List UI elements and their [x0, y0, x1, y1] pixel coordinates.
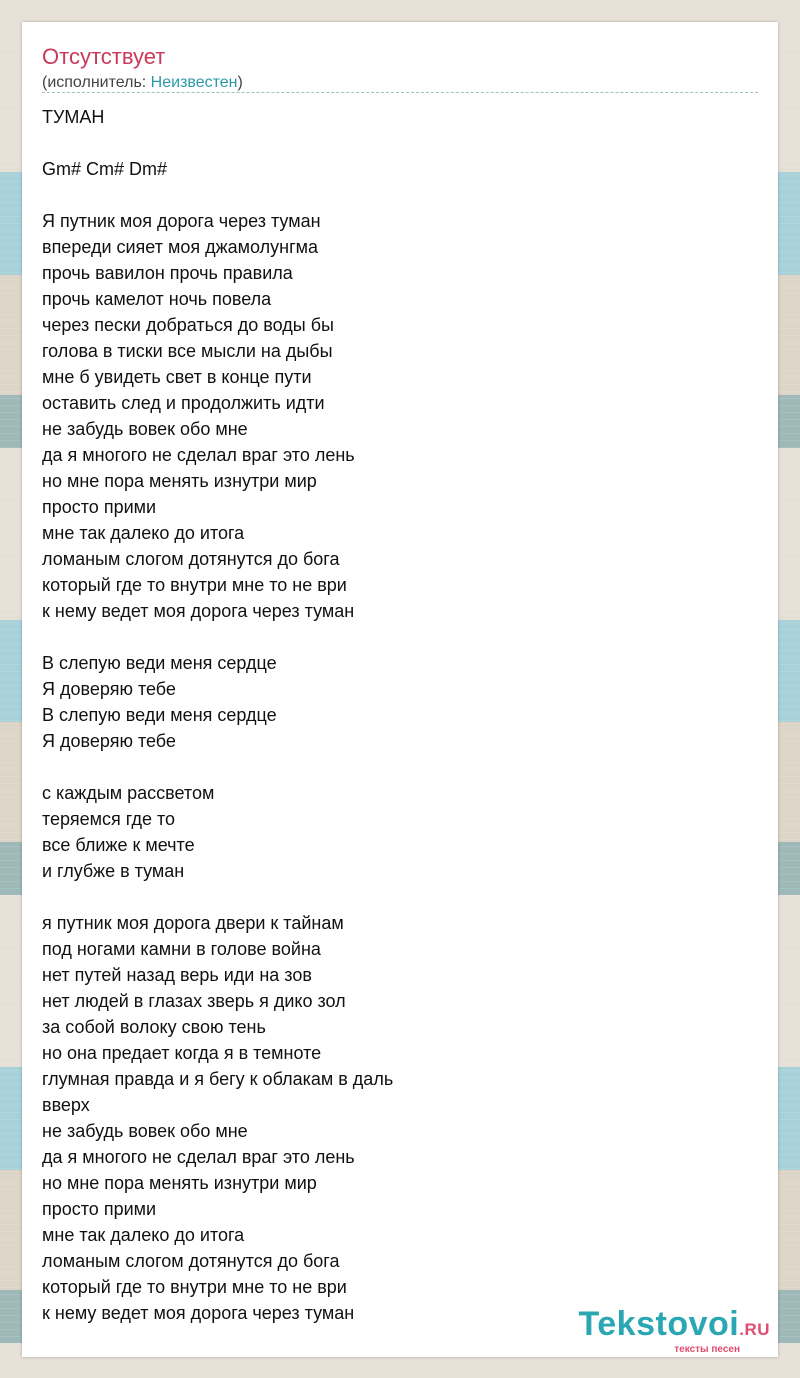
lyric-line: [42, 130, 742, 156]
lyric-line: просто прими: [42, 497, 157, 517]
lyric-line: Я путник моя дорога через туман: [42, 211, 321, 231]
lyric-line: через пески добраться до воды бы: [42, 315, 334, 335]
lyric-line: голова в тиски все мысли на дыбы: [42, 341, 333, 361]
lyric-line: который где то внутри мне то не ври: [42, 575, 347, 595]
lyric-line: к нему ведет моя дорога через туман: [42, 1303, 355, 1323]
lyric-line: впереди сияет моя джамолунгма: [42, 237, 319, 257]
artist-link[interactable]: Неизвестен: [150, 74, 238, 91]
lyric-line: прочь камелот ночь повела: [42, 289, 272, 309]
artist-prefix: (исполнитель:: [42, 74, 151, 91]
lyric-line: теряемся где то: [42, 809, 176, 829]
lyric-line: с каждым рассветом: [42, 783, 215, 803]
logo-domain: .RU: [739, 1320, 770, 1339]
lyric-line: и глубже в туман: [42, 861, 185, 881]
lyric-line: да я многого не сделал враг это лень: [42, 1147, 355, 1167]
lyric-line: В слепую веди меня сердце: [42, 653, 277, 673]
lyric-line: под ногами камни в голове война: [42, 939, 321, 959]
lyric-line: прочь вавилон прочь правила: [42, 263, 293, 283]
lyric-line: глумная правда и я бегу к облакам в даль: [42, 1069, 394, 1089]
lyric-line: я путник моя дорога двери к тайнам: [42, 913, 344, 933]
lyric-line: оставить след и продолжить идти: [42, 393, 325, 413]
logo-name: Tekstovoi: [578, 1305, 740, 1343]
lyric-line: не забудь вовек обо мне: [42, 1121, 248, 1141]
lyric-line: просто прими: [42, 1199, 157, 1219]
lyric-line: за собой волоку свою тень: [42, 1017, 266, 1037]
lyric-line: [42, 754, 742, 780]
lyric-line: ТУМАН: [42, 107, 105, 127]
lyric-line: мне так далеко до итога: [42, 1225, 245, 1245]
lyric-line: да я многого не сделал враг это лень: [42, 445, 355, 465]
lyric-line: который где то внутри мне то не ври: [42, 1277, 347, 1297]
lyric-line: [42, 624, 742, 650]
lyric-line: Я доверяю тебе: [42, 679, 176, 699]
header-divider: [42, 92, 758, 93]
lyric-line: Gm# Cm# Dm#: [42, 159, 168, 179]
lyric-line: В слепую веди меня сердце: [42, 705, 277, 725]
lyric-line: но мне пора менять изнутри мир: [42, 1173, 317, 1193]
lyric-line: вверх: [42, 1095, 90, 1115]
lyric-line: нет людей в глазах зверь я дико зол: [42, 991, 346, 1011]
lyric-line: все ближе к мечте: [42, 835, 195, 855]
lyric-line: [42, 884, 742, 910]
lyric-line: Я доверяю тебе: [42, 731, 176, 751]
lyric-line: ломаным слогом дотянутся до бога: [42, 1251, 340, 1271]
lyric-line: ломаным слогом дотянутся до бога: [42, 549, 340, 569]
lyric-line: мне так далеко до итога: [42, 523, 245, 543]
lyrics-text: [42, 104, 742, 1326]
artist-suffix: ): [237, 74, 243, 91]
logo-wordmark: [579, 1306, 770, 1348]
artist-line: [42, 73, 243, 93]
site-logo[interactable]: [579, 1306, 770, 1355]
lyric-line: мне б увидеть свет в конце пути: [42, 367, 312, 387]
lyric-line: нет путей назад верь иди на зов: [42, 965, 312, 985]
lyric-line: не забудь вовек обо мне: [42, 419, 248, 439]
logo-tagline: тексты песен: [674, 1344, 740, 1355]
lyric-line: но она предает когда я в темноте: [42, 1043, 322, 1063]
song-title: Отсутствует: [42, 44, 166, 69]
lyric-line: к нему ведет моя дорога через туман: [42, 601, 355, 621]
lyrics-card: [22, 22, 778, 1357]
lyric-line: [42, 182, 742, 208]
lyric-line: но мне пора менять изнутри мир: [42, 471, 317, 491]
